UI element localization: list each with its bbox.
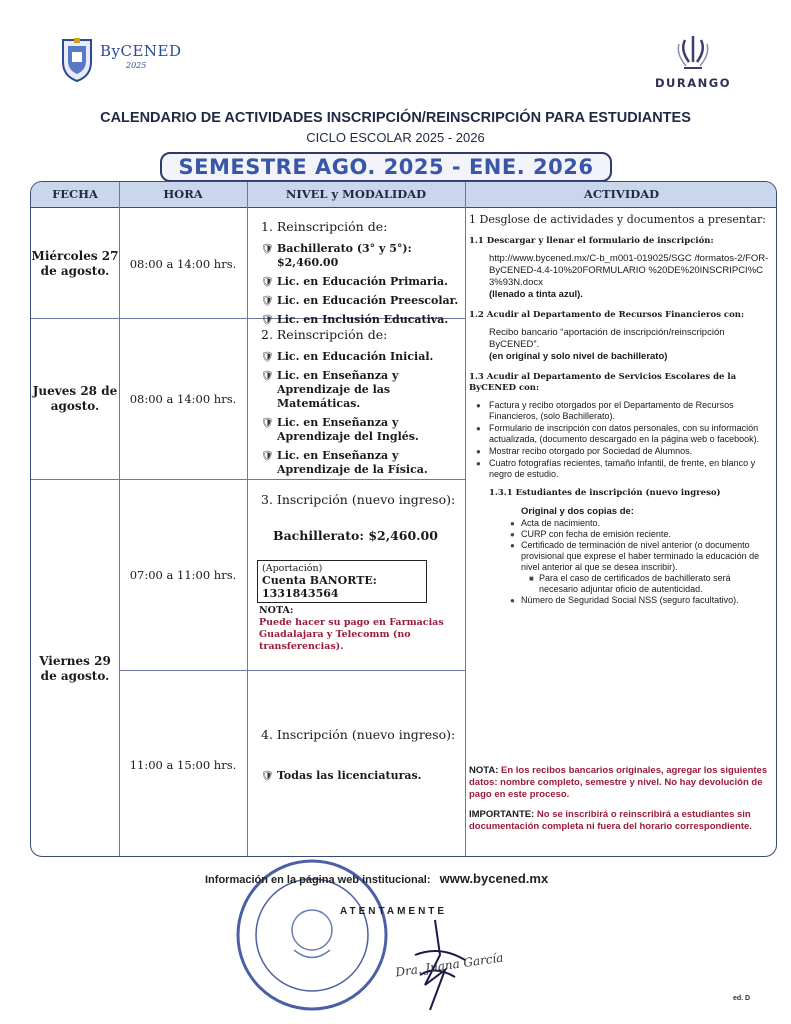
- list-item: ● Número de Seguridad Social NSS (seguro facultativo).: [510, 595, 739, 605]
- bullet-icon: ●: [510, 530, 515, 539]
- aportacion-label: (Aportación): [262, 563, 323, 574]
- column-divider: [465, 182, 466, 857]
- nota-text: Puede hacer su pago en Farmacias Guadalajara y Telecomm (no transferencias).: [259, 617, 444, 652]
- list-item: 🛡 Lic. en Educación Preescolar.: [261, 294, 459, 307]
- hora-cell: 08:00 a 14:00 hrs.: [129, 392, 237, 406]
- list-item: ● Certificado de terminación de nivel anterior (o documento provisional que exprese el haber terminado la educación de nivel anterior al que se desea inscribir).: [510, 540, 760, 572]
- nota-paragraph: [469, 765, 769, 801]
- bank-account-number: Cuenta BANORTE: 1331843564: [262, 574, 377, 600]
- list-item: 🛡 Todas las licenciaturas.: [261, 769, 422, 782]
- nivel-cell: [247, 671, 465, 857]
- actividad-cell: [469, 213, 769, 606]
- bullet-icon: ●: [510, 541, 515, 550]
- bullet-icon: ●: [476, 424, 481, 433]
- nivel-cell: [261, 327, 461, 482]
- section-1-3-1-lead: Original y dos copias de:: [521, 506, 634, 517]
- nivel-heading: 4. Inscripción (nuevo ingreso):: [261, 727, 456, 742]
- logo-brand-text: ByCENED: [100, 42, 182, 60]
- list-item: ● Cuatro fotografías recientes, tamaño infantil, de frente, en blanco y negro de estudio.: [476, 458, 756, 479]
- hora-cell: 08:00 a 14:00 hrs.: [129, 256, 237, 271]
- atentamente-text: ATENTAMENTE: [340, 906, 448, 917]
- shield-bullet-icon: 🛡: [261, 352, 274, 363]
- shield-bullet-icon: 🛡: [261, 451, 274, 462]
- table-header: [31, 182, 777, 208]
- nivel-cell: [247, 480, 465, 670]
- page-subtitle: CICLO ESCOLAR 2025 - 2026: [306, 130, 485, 145]
- section-1-3-title: 1.3 Acudir al Departamento de Servicios Escolares de la ByCENED con:: [469, 372, 737, 393]
- section-1-1-note: (llenado a tinta azul).: [489, 289, 583, 300]
- list-item: 🛡 Lic. en Educación Inicial.: [261, 350, 434, 363]
- footer-info: [205, 871, 548, 886]
- column-header-actividad: ACTIVIDAD: [583, 187, 660, 201]
- actividad-notes: [469, 765, 769, 833]
- column-header-hora: HORA: [163, 187, 203, 201]
- semester-banner: SEMESTRE AGO. 2025 - ENE. 2026: [160, 152, 612, 182]
- bullet-icon: ●: [476, 401, 481, 410]
- section-1-2-note: (en original y solo nivel de bachillerato): [489, 351, 668, 362]
- list-item: 🛡 Lic. en Educación Primaria.: [261, 275, 448, 288]
- edition-label: ed. D: [733, 995, 751, 1002]
- nivel-heading: 1. Reinscripción de:: [261, 219, 388, 234]
- nivel-cell: [261, 219, 461, 332]
- website-link[interactable]: www.bycened.mx: [439, 871, 549, 886]
- durango-logo: [648, 32, 738, 94]
- section-1-1-body: [469, 253, 769, 301]
- bachillerato-price: Bachillerato: $2,460.00: [273, 528, 438, 543]
- list-item: ● Acta de nacimiento.: [510, 518, 601, 528]
- bank-account-box: [257, 560, 427, 603]
- list-item: ● Factura y recibo otorgados por el Departamento de Recursos Financieros, (solo Bachillerato).: [476, 400, 734, 421]
- page-title: CALENDARIO DE ACTIVIDADES INSCRIPCIÓN/REINSCRIPCIÓN PARA ESTUDIANTES: [100, 110, 691, 126]
- logo-state-text: DURANGO: [655, 76, 731, 90]
- hora-cell: 07:00 a 11:00 hrs.: [129, 568, 237, 582]
- fecha-cell: Viernes 29 de agosto.: [39, 654, 111, 683]
- footer-info-text: Información en la página web institucional:: [205, 874, 431, 886]
- list-item: 🛡 Lic. en Enseñanza y Aprendizaje de la Física.: [261, 449, 428, 476]
- list-item: 🛡 Lic. en Inclusión Educativa.: [261, 313, 449, 326]
- fecha-cell: Jueves 28 de agosto.: [32, 384, 118, 413]
- section-1-3-1-title: 1.3.1 Estudiantes de inscripción (nuevo ingreso): [489, 488, 721, 498]
- crest-icon: [60, 36, 94, 82]
- list-item: 🛡 Bachillerato (3° y 5°): $2,460.00: [261, 242, 412, 269]
- list-item: ■ Para el caso de certificados de bachillerato será necesario adjuntar oficio de autenticidad.: [529, 573, 731, 594]
- nivel-heading: 3. Inscripción (nuevo ingreso):: [261, 492, 456, 507]
- importante-label: IMPORTANTE:: [469, 809, 535, 820]
- form-url-link[interactable]: http://www.bycened.mx/C-b_m001-019025/SGC /formatos-2/FOR-ByCENED-4.4-10%20FORMULARIO %20DE%20INSCRIPCI%C3%93N.docx: [489, 253, 769, 288]
- nota-text: En los recibos bancarios originales, agregar los siguientes datos: nombre completo, semestre y nivel. No hay devolución de pago en este proceso.: [469, 765, 768, 800]
- column-header-nivel: NIVEL y MODALIDAD: [285, 187, 427, 201]
- durango-emblem-icon: [670, 32, 716, 72]
- list-item: ● Mostrar recibo otorgado por Sociedad de Alumnos.: [476, 446, 693, 456]
- column-header-fecha: FECHA: [52, 187, 98, 201]
- bullet-icon: ●: [476, 447, 481, 456]
- bullet-icon: ●: [476, 459, 481, 468]
- section-1-2-title: 1.2 Acudir al Departamento de Recursos Financieros con:: [469, 310, 745, 320]
- importante-text: No se inscribirá o reinscribirá a estudiantes sin documentación completa ni fuera del horario correspondiente.: [469, 809, 752, 832]
- bullet-icon: ●: [510, 519, 515, 528]
- shield-bullet-icon: 🛡: [261, 771, 274, 782]
- shield-bullet-icon: 🛡: [261, 418, 274, 429]
- fecha-cell: Miércoles 27 de agosto.: [31, 248, 119, 278]
- list-item: 🛡 Lic. en Enseñanza y Aprendizaje de las Matemáticas.: [261, 369, 399, 410]
- shield-bullet-icon: 🛡: [261, 296, 274, 307]
- hora-cell: 11:00 a 15:00 hrs.: [129, 757, 237, 772]
- section-1-2-text: Recibo bancario “aportación de inscripción/reinscripción ByCENED”.: [489, 327, 725, 350]
- shield-bullet-icon: 🛡: [261, 244, 274, 255]
- square-bullet-icon: ■: [529, 574, 534, 583]
- actividad-intro: 1 Desglose de actividades y documentos a presentar:: [469, 213, 766, 226]
- activities-table: [30, 181, 777, 857]
- shield-bullet-icon: 🛡: [261, 315, 274, 326]
- list-item: 🛡 Lic. en Enseñanza y Aprendizaje del Inglés.: [261, 416, 419, 443]
- bullet-icon: ●: [510, 596, 515, 605]
- list-item: ● Formulario de inscripción con datos personales, con su información actualizada, (documento descargado en la página web o facebook).: [476, 423, 760, 444]
- logo-year-text: 2025: [126, 61, 147, 70]
- section-1-1-title: 1.1 Descargar y llenar el formulario de inscripción:: [469, 236, 714, 246]
- nivel-heading: 2. Reinscripción de:: [261, 327, 388, 342]
- nota-label: NOTA:: [469, 765, 499, 776]
- section-1-2-body: [469, 327, 769, 363]
- signer-name: Dra. Juana García: [394, 950, 505, 980]
- list-item: ● CURP con fecha de emisión reciente.: [510, 529, 671, 539]
- nota-label: NOTA:: [259, 605, 294, 616]
- importante-paragraph: [469, 809, 769, 833]
- bycened-logo: [60, 36, 185, 86]
- shield-bullet-icon: 🛡: [261, 371, 274, 382]
- shield-bullet-icon: 🛡: [261, 277, 274, 288]
